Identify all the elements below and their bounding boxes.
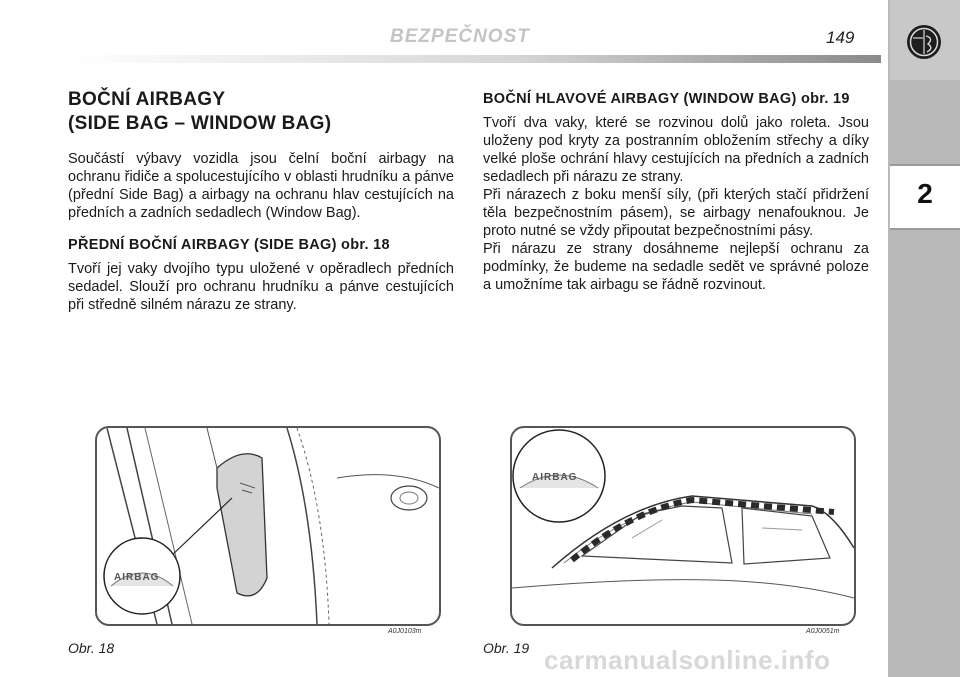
figure-19-caption: Obr. 19 [483,640,530,656]
chapter-tab-number: 2 [917,178,933,209]
main-heading [68,88,454,136]
page-number: 149 [826,28,855,47]
figure-18 [95,426,441,626]
chapter-tab-2[interactable] [890,164,960,230]
site-watermark: carmanualsonline.info [544,645,831,675]
figure-18-caption: Obr. 18 [68,640,115,656]
seat-side-airbag-illustration [97,428,439,624]
header-rule [66,55,881,63]
window-airbag-illustration [512,428,854,624]
window-bag-paragraph-3: Při nárazu ze strany dosáhneme nejlepší ochranu za podmínky, že budeme na sedadle sedět ve správné poloze a umožníme tak airbagu se řádně rozvinout. [483,241,869,293]
window-bag-paragraph-1: Tvoří dva vaky, které se rozvinou dolů jako roleta. Jsou uloženy pod kryty za postranním obložením střechy a díky velké ploše ochrání hlavy cestujících na předních a zadních sedadlech při nárazu ze strany. [483,115,869,185]
figure-19 [510,426,856,626]
figure-19-code: A0J0051m [806,628,840,635]
section-title: BEZPEČNOST [390,26,530,47]
left-column [68,88,454,314]
window-bag-heading: BOČNÍ HLAVOVÉ AIRBAGY (WINDOW BAG) obr. 19 [483,91,850,107]
figure-18-airbag-label: AIRBAG [114,572,160,583]
brand-logo-icon [906,24,942,60]
main-heading-line2: (SIDE BAG – WINDOW BAG) [68,113,332,134]
chapter-sidebar [888,0,960,677]
intro-paragraph: Součástí výbavy vozidla jsou čelní boční airbagy na ochranu řidiče a spolucestujícího v oblasti hrudníku a pánve (přední Side Bag) a airbagy na ochranu hlav cestujících na předních a zadních sedadlech (Window Bag). [68,151,454,221]
figure-18-code: A0J0103m [388,628,422,635]
figure-19-airbag-label: AIRBAG [532,472,578,483]
main-heading-line1: BOČNÍ AIRBAGY [68,89,226,110]
window-bag-paragraph-2: Při nárazech z boku menší síly, (při kterých stačí přidržení těla bezpečnostním pásem), se airbagy nenafouknou. Je proto nutné se vždy připoutat bezpečnostními pásy. [483,187,869,239]
side-bag-paragraph: Tvoří jej vaky dvojího typu uložené v opěradlech předních sedadel. Slouží pro ochranu hrudníku a pánve cestujících při středně silném nárazu ze strany. [68,261,454,313]
side-bag-heading: PŘEDNÍ BOČNÍ AIRBAGY (SIDE BAG) obr. 18 [68,237,390,253]
right-column [483,88,869,294]
